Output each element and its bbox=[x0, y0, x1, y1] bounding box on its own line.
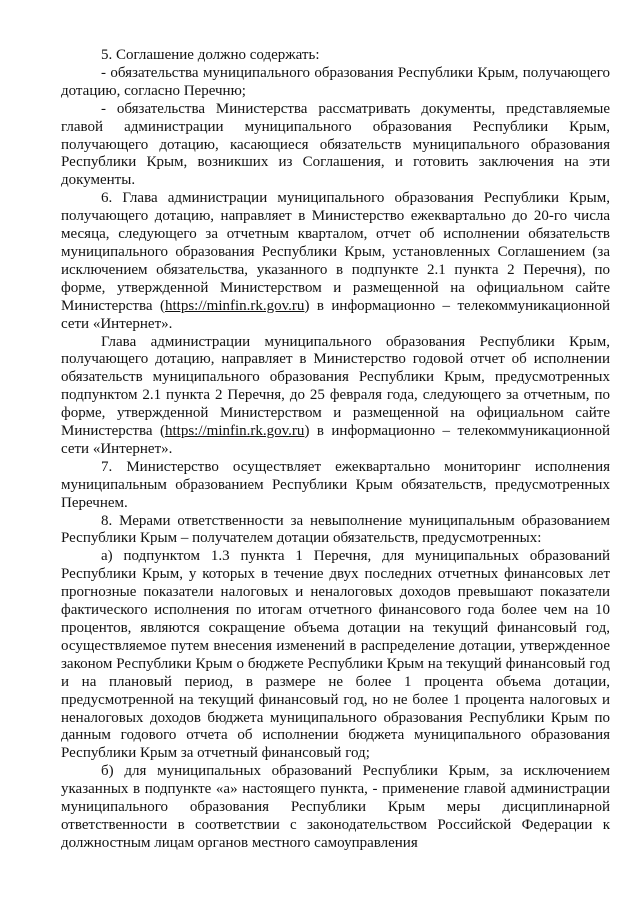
paragraph-8-b: б) для муниципальных образований Республики Крым, за исключением указанных в подпункте «а» настоящего пункта, - применение главой администрации муниципального образования Республики Крым меры дисциплинарной ответственности в соответствии с законодательством Российской Федерации к должностным лицам органов местного самоуправления bbox=[61, 763, 610, 851]
paragraph-6-text: 6. Глава администрации муниципального образования Республики Крым, получающего дотацию, направляет в Министерство ежеквартально до 20-го числа месяца, следующего за отчетным кварталом, отчет об исполнении обязательств муниципального образования Республики Крым, установленных Соглашением (за исключением обязательства, указанного в подпункте 2.1 пункта 2 Перечня), по форме, утвержденной Министерством и размещенной на официальном сайте Министерства ( bbox=[61, 190, 610, 314]
minfin-link[interactable]: https://minfin.rk.gov.ru bbox=[164, 423, 305, 440]
paragraph-7: 7. Министерство осуществляет ежеквартально мониторинг исполнения муниципальным образованием Республики Крым обязательств, предусмотренных Перечнем. bbox=[61, 458, 610, 511]
minfin-link[interactable]: https://minfin.rk.gov.ru bbox=[164, 297, 305, 314]
paragraph-6-annual-text: Глава администрации муниципального образования Республики Крым, получающего дотацию, направляет в Министерство годовой отчет об исполнении обязательств муниципального образования Республики Крым, предусмотренных подпунктом 2.1 пункта 2 Перечня, до 25 февраля года, следующего за отчетным, по форме, утвержденной Министерством и размещенной на официальном сайте Министерства ( bbox=[61, 333, 610, 440]
paragraph-6 bbox=[61, 190, 610, 333]
paragraph-5-item-1: - обязательства муниципального образования Республики Крым, получающего дотацию, согласно Перечню; bbox=[61, 64, 610, 99]
paragraph-8: 8. Мерами ответственности за невыполнение муниципальным образованием Республики Крым – получателем дотации обязательств, предусмотренных: bbox=[61, 512, 610, 547]
paragraph-8-a: а) подпунктом 1.3 пункта 1 Перечня, для муниципальных образований Республики Крым, у которых в течение двух последних отчетных финансовых лет прогнозные показатели налоговых и неналоговых доходов превышают показатели фактического исполнения по итогам отчетного финансового года более чем на 10 процентов, являются сокращение объема дотации на текущий финансовый год, осуществляемое путем внесения изменений в распределение дотации, утвержденное законом Республики Крым о бюджете Республики Крым на текущий финансовый год и на плановый период, в размере не более 1 процента объема дотации, предусмотренной на текущий финансовый год, но не более 1 процента налоговых и неналоговых доходов бюджета муниципального образования Республики Крым по данным годового отчета об исполнении бюджета муниципального образования Республики Крым за отчетный финансовый год; bbox=[61, 548, 610, 762]
paragraph-5-heading: 5. Соглашение должно содержать: bbox=[101, 47, 320, 63]
paragraph-6-annual-report bbox=[61, 334, 610, 459]
paragraph-6-annual-text-end: ) в информационно – телекоммуникационной сети «Интернет». bbox=[61, 423, 610, 457]
paragraph-6-text-end: ) в информационно – телекоммуникационной сети «Интернет». bbox=[61, 297, 610, 332]
paragraph-5-item-2: - обязательства Министерства рассматривать документы, представляемые главой администрации муниципального образования Республики Крым, получающего дотацию, касающиеся обязательств муниципального образования Республики Крым, возникших из Соглашения, и готовить заключения на эти документы. bbox=[61, 100, 610, 189]
